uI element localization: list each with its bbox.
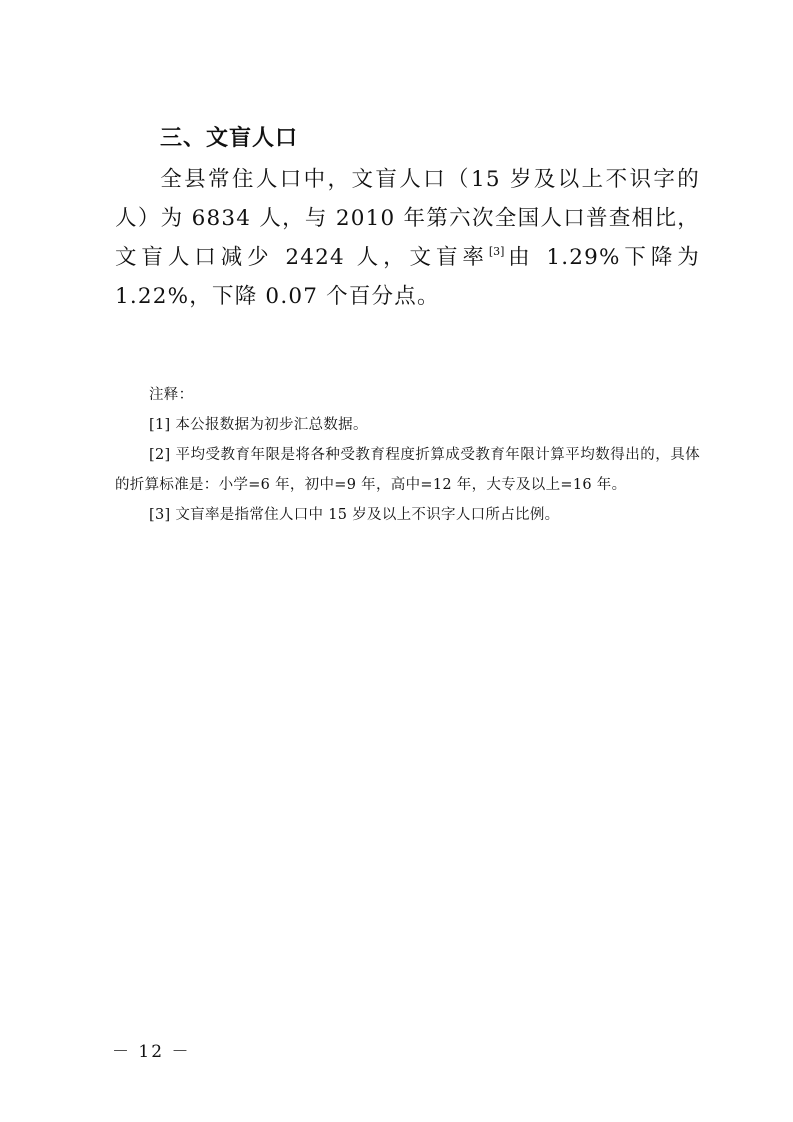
body-text-part-1: 全县常住人口中，文盲人口（15 岁及以上不识字的人）为 6834 人，与 2010 年第六次全国人口普查相比，文盲人口减少 2424 人，文盲率 bbox=[115, 167, 700, 270]
body-text-part-2: 由 1.29%下降为 1.22%，下降 0.07 个百分点。 bbox=[115, 245, 700, 309]
note-item-2: [2] 平均受教育年限是将各种受教育程度折算成受教育年限计算平均数得出的，具体的折算标准是：小学=6 年，初中=9 年，高中=12 年，大专及以上=16 年。 bbox=[115, 447, 700, 493]
section-heading: 三、文盲人口 bbox=[160, 126, 299, 151]
notes-title: 注释： bbox=[149, 387, 194, 403]
note-item-1: [1] 本公报数据为初步汇总数据。 bbox=[149, 417, 368, 433]
notes-section bbox=[115, 380, 700, 530]
body-paragraph bbox=[115, 160, 700, 316]
page-number: － 12 － bbox=[112, 1042, 191, 1062]
footnote-reference: [3] bbox=[488, 245, 505, 258]
note-item-3: [3] 文盲率是指常住人口中 15 岁及以上不识字人口所占比例。 bbox=[149, 507, 560, 523]
